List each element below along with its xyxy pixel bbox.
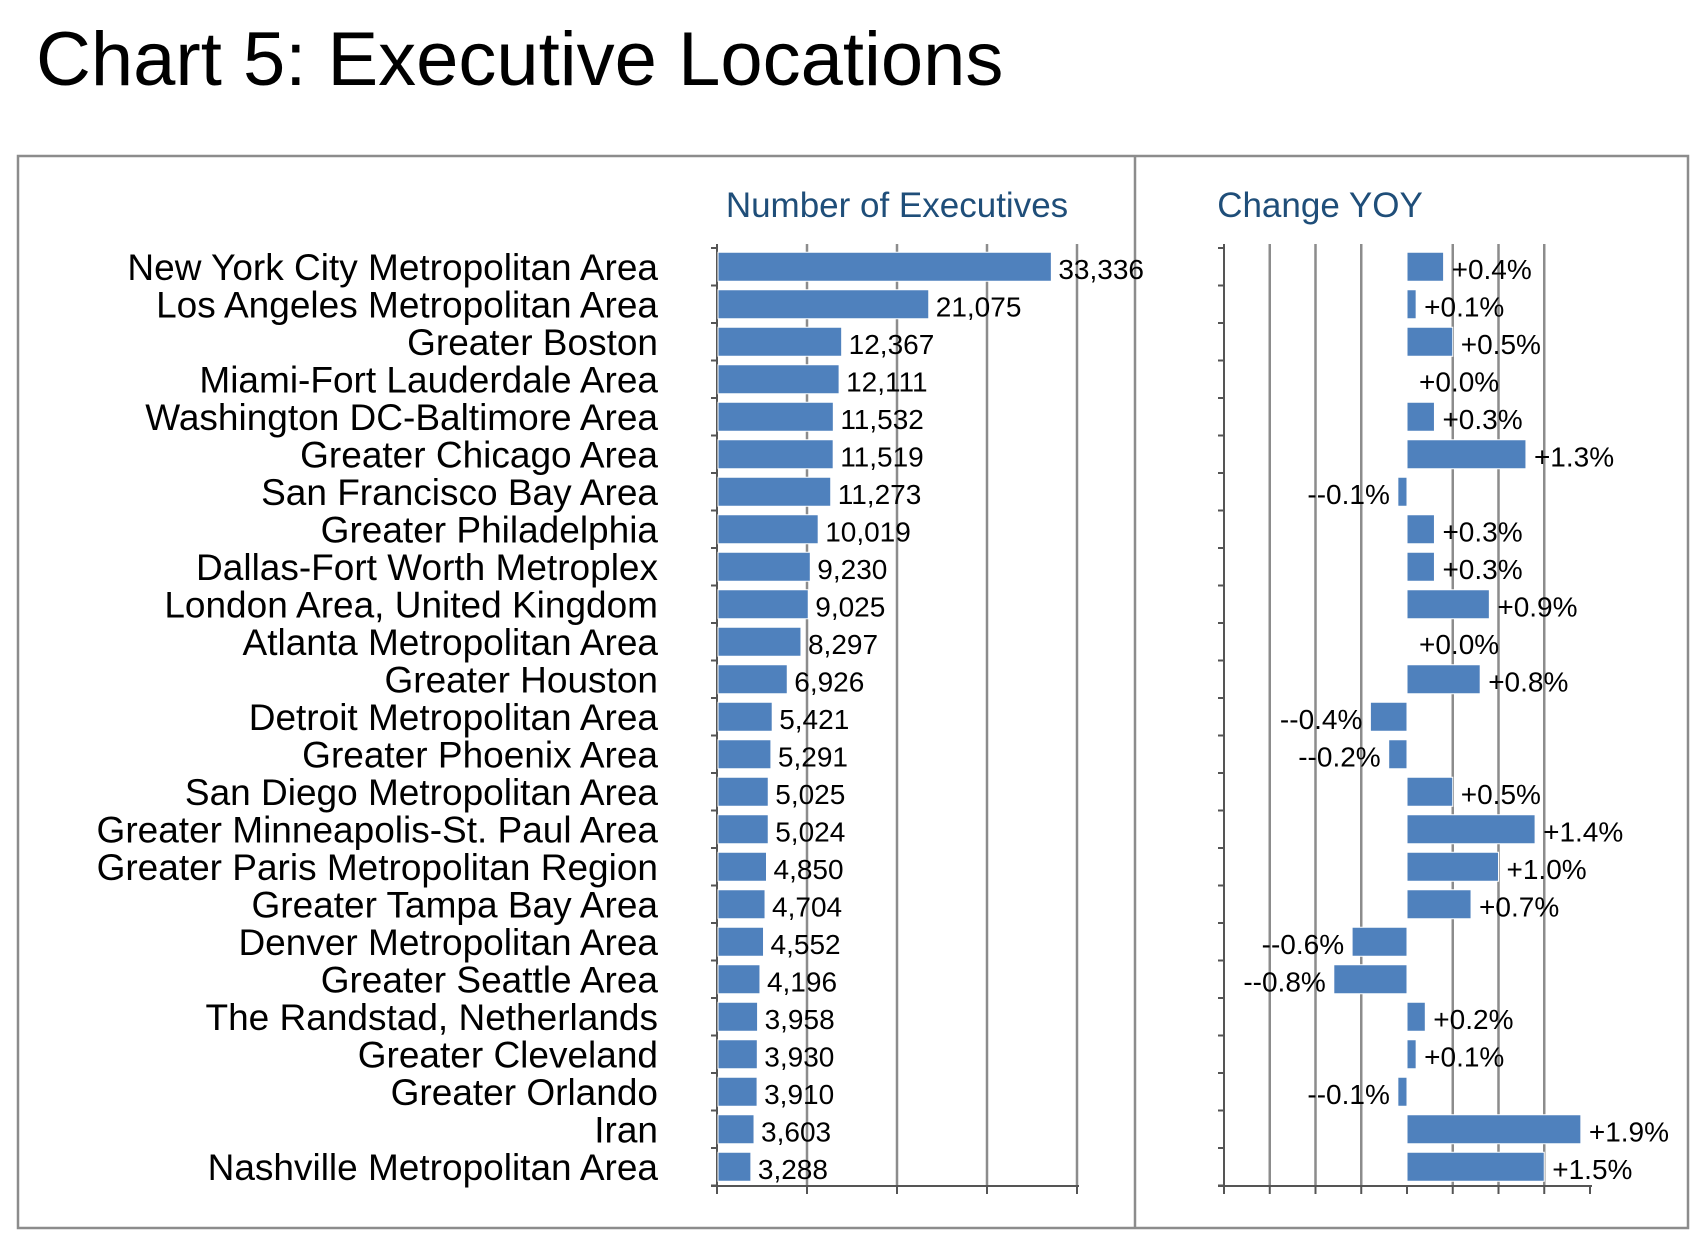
change-bar [1407, 1002, 1425, 1031]
left-panel-title: Number of Executives [725, 186, 1069, 225]
executives-value-label: 33,336 [1058, 253, 1145, 285]
executives-value-label: 10,019 [825, 516, 911, 548]
category-label: Greater Cleveland [357, 1034, 658, 1076]
category-label: New York City Metropolitan Area [127, 246, 658, 288]
category-label: Atlanta Metropolitan Area [242, 621, 658, 663]
change-value-label: +0.1% [1424, 291, 1505, 323]
executives-value-label: 4,552 [770, 928, 841, 960]
executives-value-label: 5,421 [779, 703, 850, 735]
executives-bar [718, 1115, 754, 1144]
change-bar [1407, 440, 1526, 469]
change-value-label: +0.8% [1488, 666, 1569, 698]
executives-bar [718, 1152, 751, 1181]
change-value-label: +0.3% [1442, 516, 1523, 548]
executives-value-label: 3,958 [764, 1003, 835, 1035]
change-value-label: +0.3% [1442, 403, 1523, 435]
executives-value-label: 6,926 [794, 666, 865, 698]
executives-bar [718, 852, 767, 881]
executives-bar [718, 365, 839, 394]
category-label: Los Angeles Metropolitan Area [156, 284, 658, 326]
executives-bar [718, 965, 760, 994]
executives-value-label: 5,291 [777, 741, 848, 773]
executives-value-label: 5,024 [775, 816, 846, 848]
change-bar [1370, 702, 1407, 731]
executives-bar [718, 440, 833, 469]
executives-bar [718, 590, 808, 619]
category-label: Greater Minneapolis-St. Paul Area [96, 809, 658, 851]
change-value-label: +0.7% [1479, 891, 1560, 923]
category-label: Washington DC-Baltimore Area [145, 396, 658, 438]
executives-bar [718, 740, 771, 769]
page-title: Chart 5: Executive Locations [36, 17, 1004, 102]
executives-bar [718, 1040, 757, 1069]
change-value-label: +0.3% [1442, 553, 1523, 585]
change-bar [1407, 515, 1434, 544]
change-bar [1407, 665, 1480, 694]
category-label: Nashville Metropolitan Area [207, 1146, 658, 1188]
executives-value-label: 21,075 [935, 291, 1022, 323]
executives-bar [718, 290, 929, 319]
executives-value-label: 4,704 [772, 891, 843, 923]
change-value-label: +0.1% [1424, 1041, 1505, 1073]
change-bar [1407, 590, 1489, 619]
category-label: Dallas-Fort Worth Metroplex [196, 546, 658, 588]
change-bar [1407, 852, 1499, 881]
category-label: Greater Seattle Area [320, 959, 658, 1001]
change-bar [1407, 1152, 1544, 1181]
category-label: Greater Chicago Area [300, 434, 658, 476]
right-panel-title: Change YOY [1217, 186, 1423, 225]
category-label: Iran [594, 1109, 658, 1151]
change-value-label: +0.5% [1460, 778, 1541, 810]
executives-bar [718, 927, 764, 956]
category-label: Greater Philadelphia [320, 509, 658, 551]
change-value-label: +0.5% [1460, 328, 1541, 360]
change-value-label: +0.9% [1497, 591, 1578, 623]
executives-value-label: 3,603 [761, 1116, 832, 1148]
category-label: Greater Phoenix Area [302, 734, 658, 776]
category-label: Greater Boston [407, 321, 658, 363]
executives-bar [718, 777, 768, 806]
executives-value-label: 4,196 [766, 966, 838, 998]
executives-value-label: 11,532 [840, 403, 924, 435]
executives-bar [718, 327, 842, 356]
category-label: Greater Tampa Bay Area [251, 884, 658, 926]
change-value-label: +0.0% [1419, 366, 1500, 398]
executives-value-label: 11,519 [840, 441, 924, 473]
category-label: San Diego Metropolitan Area [184, 771, 658, 813]
category-label: Greater Paris Metropolitan Region [96, 846, 658, 888]
change-bar [1407, 552, 1434, 581]
change-bar [1334, 965, 1407, 994]
executives-value-label: 8,297 [807, 628, 879, 660]
change-value-label: +1.9% [1588, 1116, 1670, 1148]
change-bar [1352, 927, 1407, 956]
executives-bar [718, 252, 1051, 281]
executives-bar [718, 890, 765, 919]
change-value-label: +1.5% [1552, 1153, 1633, 1185]
change-bar [1407, 777, 1453, 806]
change-value-label: +0.2% [1433, 1003, 1514, 1035]
executives-bar [718, 1077, 757, 1106]
change-bar [1389, 740, 1407, 769]
change-value-label: --0.6% [1261, 928, 1345, 960]
category-label: London Area, United Kingdom [164, 584, 658, 626]
change-bar [1407, 290, 1416, 319]
executives-value-label: 12,111 [846, 366, 928, 398]
change-value-label: --0.4% [1279, 703, 1363, 735]
change-value-label: --0.8% [1243, 966, 1326, 998]
executives-value-label: 11,273 [837, 478, 922, 510]
executives-value-label: 9,025 [815, 591, 886, 623]
change-value-label: +1.3% [1533, 441, 1615, 473]
change-bar [1398, 477, 1407, 506]
change-bar [1407, 1040, 1416, 1069]
change-value-label: +1.4% [1543, 816, 1624, 848]
change-value-label: +0.4% [1451, 253, 1532, 285]
executives-bar [718, 627, 801, 656]
change-value-label: --0.1% [1307, 478, 1390, 510]
category-label: Greater Orlando [390, 1071, 658, 1113]
change-bar [1407, 252, 1444, 281]
executives-value-label: 4,850 [773, 853, 844, 885]
executives-bar [718, 1002, 758, 1031]
executives-value-label: 3,910 [764, 1078, 835, 1110]
category-label: Detroit Metropolitan Area [248, 696, 658, 738]
category-label: The Randstad, Netherlands [205, 996, 658, 1038]
category-label: Greater Houston [384, 659, 658, 701]
executives-bar [718, 815, 768, 844]
change-value-label: +1.0% [1506, 853, 1587, 885]
executives-value-label: 3,288 [757, 1153, 828, 1185]
change-bar [1407, 327, 1453, 356]
executives-bar [718, 477, 831, 506]
change-value-label: +0.0% [1419, 628, 1500, 660]
executives-bar [718, 402, 833, 431]
change-bar [1407, 1115, 1581, 1144]
category-label: San Francisco Bay Area [261, 471, 658, 513]
executives-bar [718, 702, 772, 731]
executives-bar [718, 515, 818, 544]
category-label: Denver Metropolitan Area [238, 921, 658, 963]
change-bar [1407, 815, 1535, 844]
executives-value-label: 5,025 [775, 778, 846, 810]
change-bar [1407, 402, 1434, 431]
executives-value-label: 3,930 [764, 1041, 835, 1073]
executives-bar [718, 665, 787, 694]
executives-bar [718, 552, 810, 581]
executives-value-label: 9,230 [817, 553, 888, 585]
executives-value-label: 12,367 [848, 328, 935, 360]
change-value-label: --0.2% [1298, 741, 1381, 773]
change-value-label: --0.1% [1307, 1078, 1390, 1110]
change-bar [1398, 1077, 1407, 1106]
change-bar [1407, 890, 1471, 919]
category-label: Miami-Fort Lauderdale Area [199, 359, 658, 401]
